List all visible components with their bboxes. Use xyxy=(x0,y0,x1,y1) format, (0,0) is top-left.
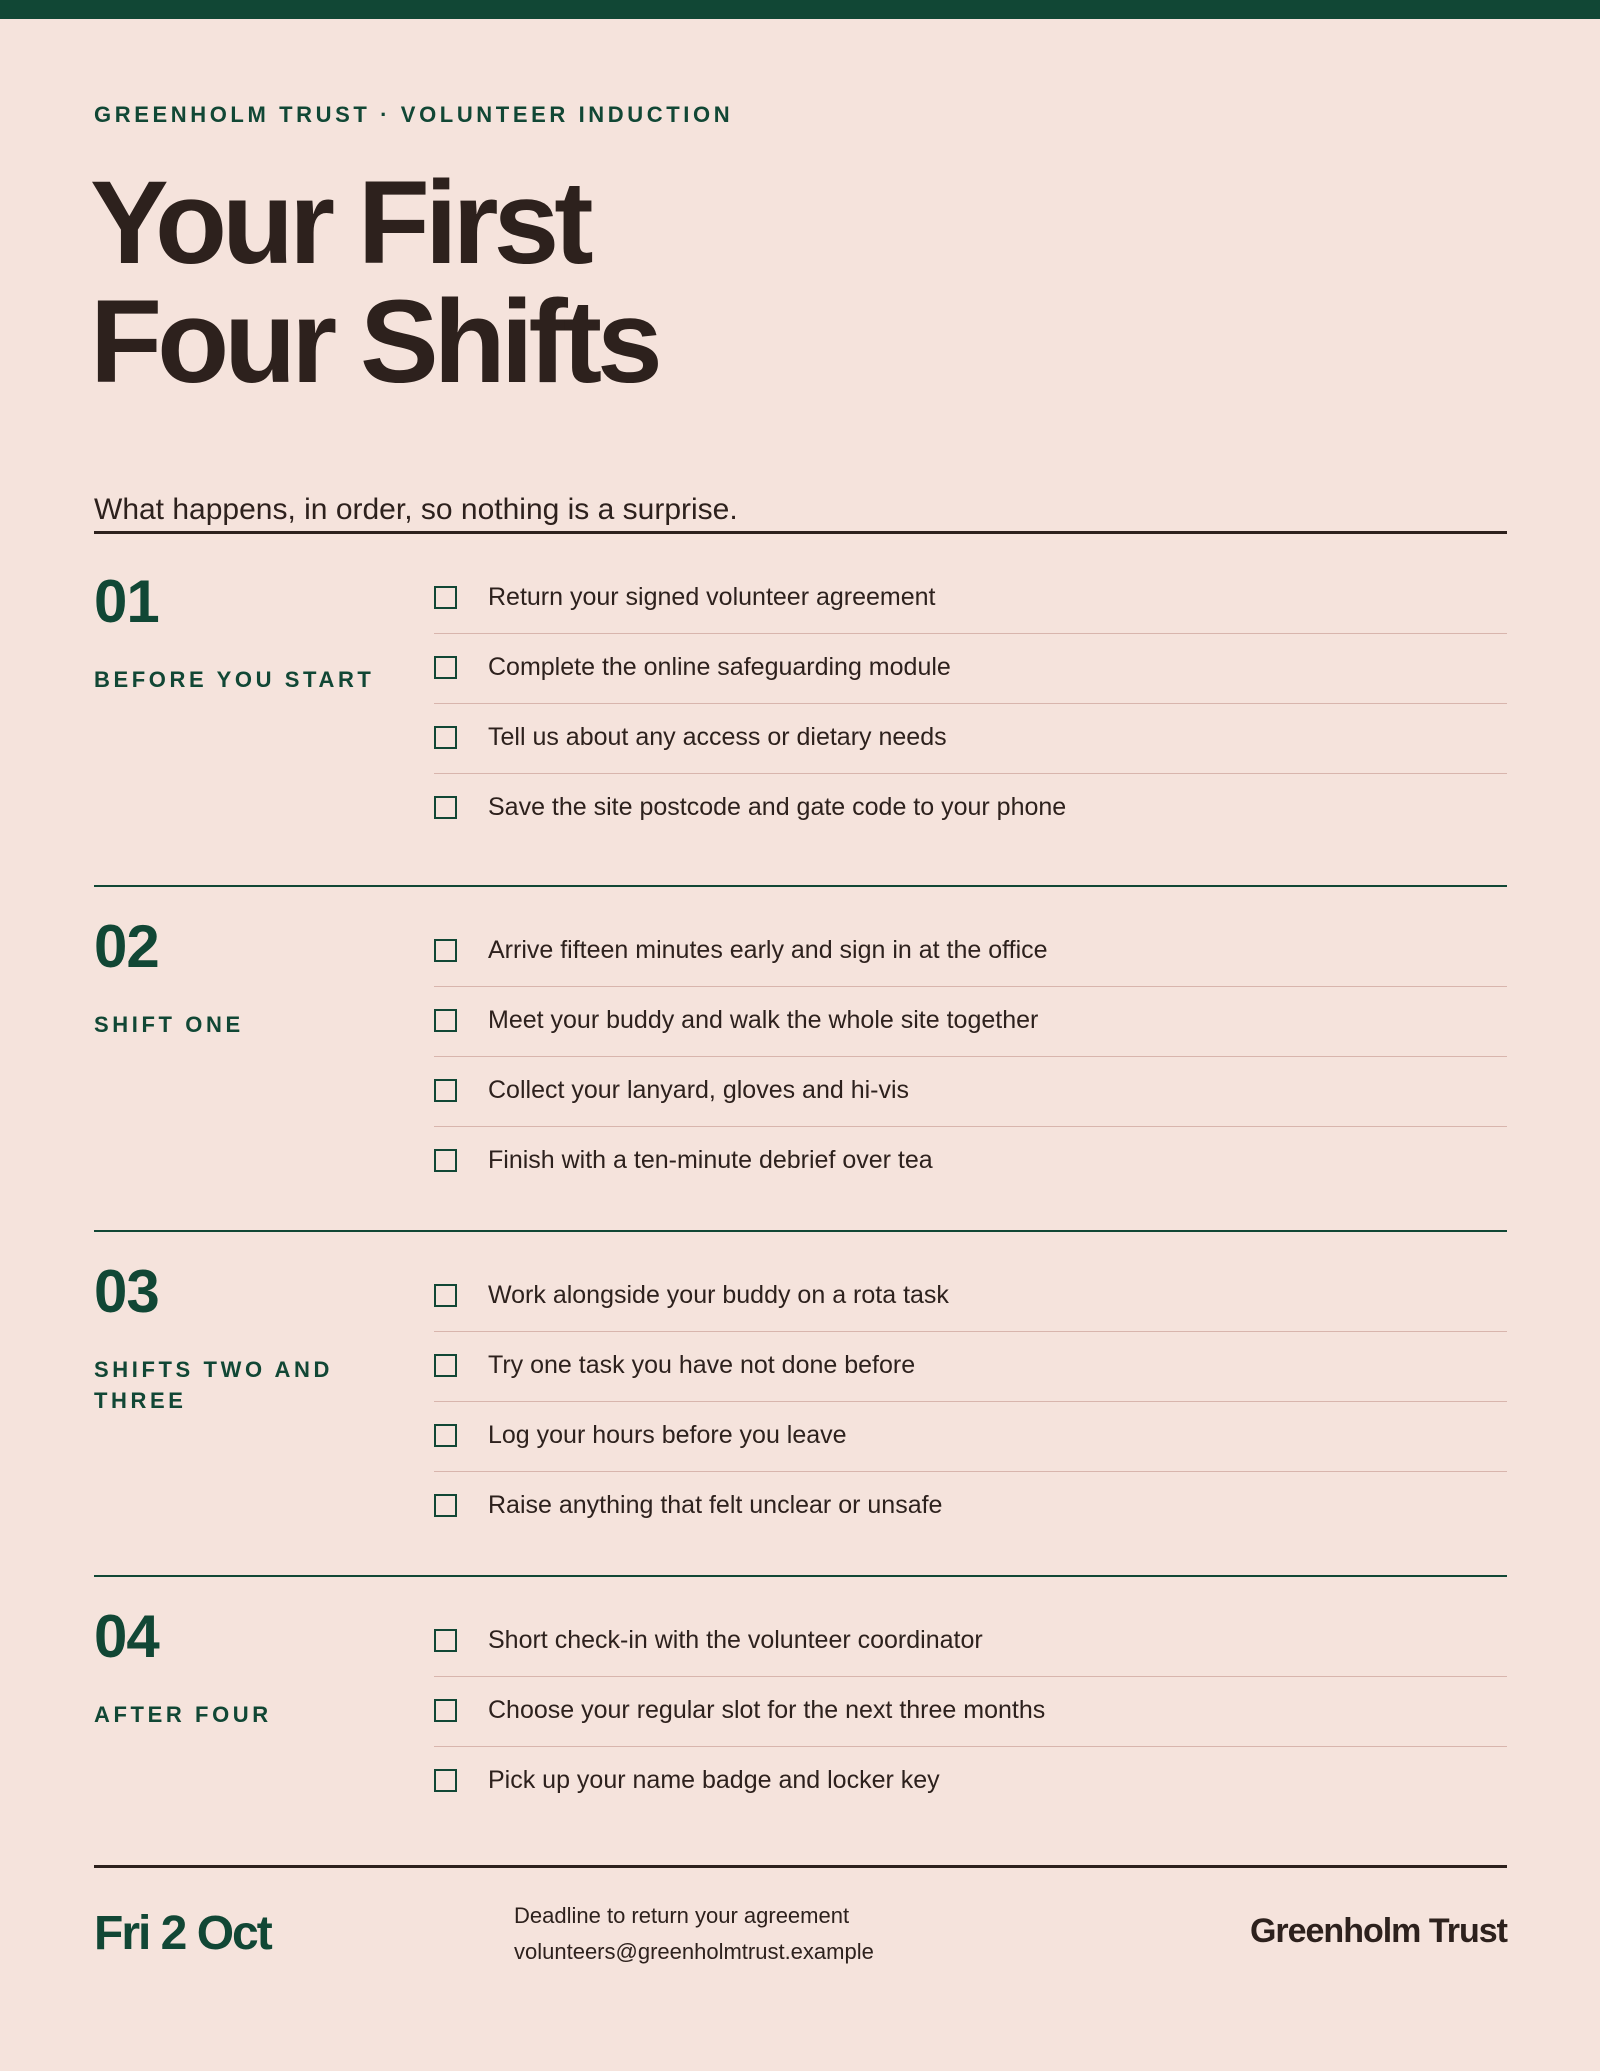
deadline-note: Deadline to return your agreement xyxy=(514,1903,850,1928)
checklist-item-label: Pick up your name badge and locker key xyxy=(488,1766,940,1794)
checklist-item-label: Save the site postcode and gate code to your phone xyxy=(488,793,1067,821)
checkbox[interactable] xyxy=(434,1284,457,1307)
checkbox[interactable] xyxy=(434,1494,457,1517)
checkbox[interactable] xyxy=(434,1354,457,1377)
checkbox[interactable] xyxy=(434,1149,457,1172)
checklist-item xyxy=(434,1747,1507,1817)
checklist xyxy=(434,917,1507,1197)
checkbox[interactable] xyxy=(434,1009,457,1032)
checklist xyxy=(434,1607,1507,1817)
checklist-item-label: Log your hours before you leave xyxy=(488,1421,847,1449)
checklist-item-label: Tell us about any access or dietary needs xyxy=(488,723,947,751)
deadline-date: Fri 2 Oct xyxy=(94,1907,271,1960)
brand-name: Greenholm Trust xyxy=(1249,1912,1507,1950)
checklist xyxy=(434,1262,1507,1542)
section-number: 02 xyxy=(94,913,159,980)
kicker: GREENHOLM TRUST · VOLUNTEER INDUCTION xyxy=(94,102,734,127)
checklist-item-label: Choose your regular slot for the next three months xyxy=(488,1696,1046,1724)
section-number: 03 xyxy=(94,1258,159,1325)
checkbox[interactable] xyxy=(434,939,457,962)
section-divider xyxy=(94,885,1507,887)
section-number: 04 xyxy=(94,1603,159,1670)
checklist-item-label: Arrive fifteen minutes early and sign in at the office xyxy=(488,936,1048,964)
checklist-item xyxy=(434,1677,1507,1747)
checkbox[interactable] xyxy=(434,796,457,819)
checklist-item xyxy=(434,774,1507,844)
checklist-item xyxy=(434,1057,1507,1127)
checklist-item-label: Complete the online safeguarding module xyxy=(488,653,951,681)
checklist-item xyxy=(434,564,1507,634)
checkbox[interactable] xyxy=(434,1079,457,1102)
checklist-item xyxy=(434,1127,1507,1197)
checklist-item xyxy=(434,634,1507,704)
checklist-item xyxy=(434,1402,1507,1472)
checklist-item xyxy=(434,987,1507,1057)
checkbox[interactable] xyxy=(434,1424,457,1447)
section-label: SHIFTS TWO AND THREE xyxy=(94,1357,334,1413)
checklist-item xyxy=(434,1472,1507,1542)
checkbox[interactable] xyxy=(434,1629,457,1652)
page-title-line-2: Four Shifts xyxy=(90,276,658,408)
section-label: AFTER FOUR xyxy=(94,1702,272,1727)
checkbox[interactable] xyxy=(434,586,457,609)
checklist-item-label: Try one task you have not done before xyxy=(488,1351,916,1379)
checklist-item xyxy=(434,917,1507,987)
subtitle: What happens, in order, so nothing is a surprise. xyxy=(94,493,738,526)
section-label: BEFORE YOU START xyxy=(94,667,375,692)
checkbox[interactable] xyxy=(434,656,457,679)
footer-rule xyxy=(94,1865,1507,1868)
footer-info xyxy=(514,1898,874,1970)
checklist-item-label: Return your signed volunteer agreement xyxy=(488,583,936,611)
checklist-item-label: Meet your buddy and walk the whole site together xyxy=(488,1006,1039,1034)
checklist-item xyxy=(434,1262,1507,1332)
checklist-item-label: Collect your lanyard, gloves and hi-vis xyxy=(488,1076,910,1104)
page-title-line-1: Your First xyxy=(90,157,589,289)
section-divider xyxy=(94,1230,1507,1232)
checklist-item xyxy=(434,704,1507,774)
section-divider xyxy=(94,1575,1507,1577)
checkbox[interactable] xyxy=(434,1699,457,1722)
top-accent-bar xyxy=(0,0,1600,19)
section-number: 01 xyxy=(94,568,159,635)
header-rule xyxy=(94,531,1507,534)
checklist-item-label: Finish with a ten-minute debrief over tea xyxy=(488,1146,933,1174)
page-title xyxy=(90,157,658,408)
checklist-item xyxy=(434,1607,1507,1677)
checklist-item-label: Short check-in with the volunteer coordinator xyxy=(488,1626,983,1654)
section-label: SHIFT ONE xyxy=(94,1012,244,1037)
contact-email: volunteers@greenholmtrust.example xyxy=(514,1939,874,1964)
checkbox[interactable] xyxy=(434,726,457,749)
checklist-item-label: Work alongside your buddy on a rota task xyxy=(488,1281,949,1309)
checklist-item-label: Raise anything that felt unclear or unsafe xyxy=(488,1491,943,1519)
checkbox[interactable] xyxy=(434,1769,457,1792)
checklist-item xyxy=(434,1332,1507,1402)
checklist xyxy=(434,564,1507,844)
